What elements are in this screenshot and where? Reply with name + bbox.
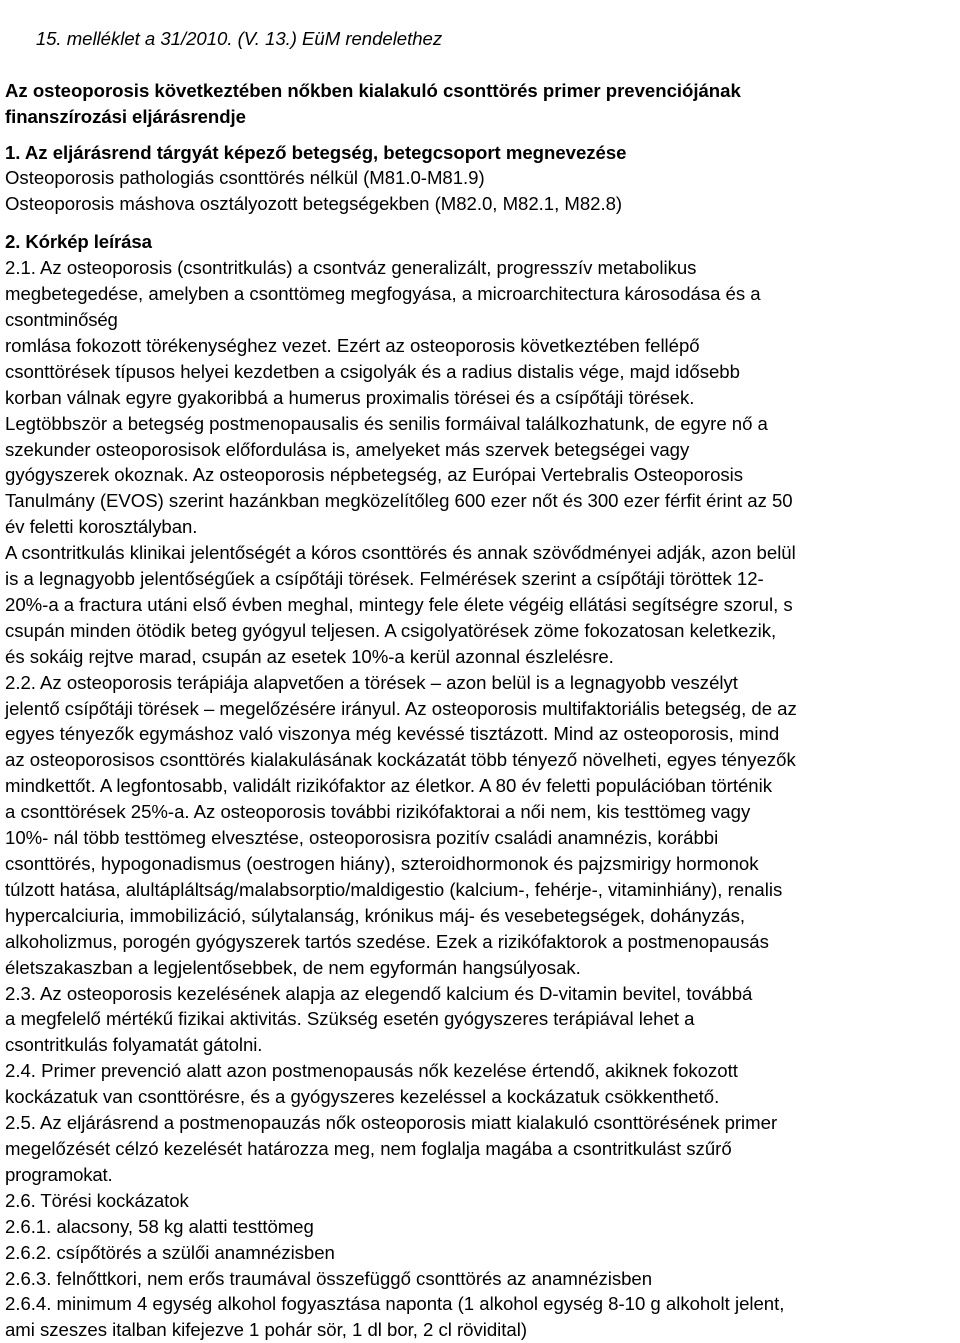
section-2-line: 20%-a a fractura utáni első évben meghal, mintegy fele élete végéig ellátási segítségre szorul, s [5, 593, 793, 615]
section-2-line: kockázatuk van csonttörésre, és a gyógyszeres kezeléssel a kockázatuk csökkenthető. [5, 1086, 720, 1108]
section-2-line: Tanulmány (EVOS) szerint hazánkban megközelítőleg 600 ezer nőt és 300 ezer férfit érint az 50 [5, 490, 793, 512]
section-2-line: szekunder osteoporosisok előfordulása is, amelyeket más szervek betegségei vagy [5, 438, 690, 460]
section-2-line: a megfelelő mértékű fizikai aktivitás. Szükség esetén gyógyszeres terápiával lehet a [5, 1008, 695, 1030]
section-2-line: 2.4. Primer prevenció alatt azon postmenopausás nők kezelése értendő, akiknek fokozott [5, 1060, 738, 1082]
annex-reference-text: 15. melléklet a 31/2010. (V. 13.) EüM rendelethez [35, 27, 443, 49]
section-2-line: alkoholizmus, porogén gyógyszerek tartós szedése. Ezek a rizikófaktorok a postmenopausás [5, 930, 769, 952]
section-1-line: Osteoporosis pathologiás csonttörés nélkül (M81.0-M81.9) [5, 167, 485, 189]
section-2-line: a csonttörések 25%-a. Az osteoporosis további rizikófaktorai a női nem, kis testtömeg vagy [5, 801, 751, 823]
section-2-line: romlása fokozott törékenységhez vezet. Ezért az osteoporosis következtében fellépő [5, 334, 700, 356]
section-2-line: megbetegedése, amelyben a csonttömeg megfogyása, a microarchitectura károsodása és a [5, 283, 761, 305]
section-2-line: korban válnak egyre gyakoribbá a humerus proximalis törései és a csípőtáji törések. [5, 386, 695, 408]
section-2-line: 2.1. Az osteoporosis (csontritkulás) a csontváz generalizált, progresszív metabolikus [5, 257, 697, 279]
section-2-line: gyógyszerek okoznak. Az osteoporosis népbetegség, az Európai Vertebralis Osteoporosis [5, 464, 744, 486]
section-2-line: 2.3. Az osteoporosis kezelésének alapja az elegendő kalcium és D-vitamin bevitel, továbbá [5, 982, 753, 1004]
section-2-line: csupán minden ötödik beteg gyógyul teljesen. A csigolyatörések zöme fokozatosan keletkezik, [5, 619, 777, 641]
section-2-line: csontritkulás folyamatát gátolni. [5, 1034, 263, 1056]
document-header [5, 0, 957, 130]
section-2-line: életszakaszban a legjelentősebbek, de nem egyformán hangsúlyosak. [5, 956, 581, 978]
section-2-line: jelentő csípőtáji törések – megelőzésére irányul. Az osteoporosis multifaktoriális betegség, de az [5, 697, 797, 719]
section-2-line: hypercalciuria, immobilizáció, súlytalanság, krónikus máj- és vesebetegségek, dohányzás, [5, 904, 746, 926]
section-2-line: csontminőség [5, 308, 118, 330]
section-2-line: az osteoporosisos csonttörés kialakulásának kockázatát több tényező növelheti, egyes tényezők [5, 749, 796, 771]
section-2-line: 10%- nál több testtömeg elvesztése, osteoporosisra pozitív családi anamnézis, korábbi [5, 827, 719, 849]
section-2-line: 2.5. Az eljárásrend a postmenopauzás nők osteoporosis miatt kialakuló csonttörésének primer [5, 1112, 778, 1134]
section-2-line: programokat. [5, 1163, 113, 1185]
section-1-line: Osteoporosis máshova osztályozott betegségekben (M82.0, M82.1, M82.8) [5, 193, 623, 215]
annex-reference [5, 0, 957, 78]
section-2-line: csonttörések típusos helyei kezdetben a csigolyák és a radius distalis vége, majd idősebb [5, 360, 740, 382]
document-title-line: finanszírozási eljárásrendje [5, 105, 246, 127]
section-2-line: A csontritkulás klinikai jelentőségét a kóros csonttörés és annak szövődményei adják, azon belül [5, 542, 796, 564]
section-2-line: csonttörés, hypogonadismus (oestrogen hiány), szteroidhormonok és pajzsmirigy hormonok [5, 853, 759, 874]
section-2-line: 2.6.2. csípőtörés a szülői anamnézisben [5, 1241, 335, 1263]
section-2-line: 2.6. Törési kockázatok [5, 1189, 189, 1211]
section-2-line: 2.2. Az osteoporosis terápiája alapvetően a törések – azon belül is a legnagyobb veszélyt [5, 671, 738, 693]
section-2-line: Legtöbbször a betegség postmenopausalis és senilis formáival találkozhatunk, de egyre nő a [5, 412, 768, 434]
section-2-line: mindkettőt. A legfontosabb, validált rizikófaktor az életkor. A 80 év feletti populációban történik [5, 775, 773, 797]
section-2 [5, 229, 957, 1343]
section-2-line: év feletti korosztályban. [5, 516, 198, 538]
document-title-line: Az osteoporosis következtében nőkben kialakuló csonttörés primer prevenciójának [5, 79, 741, 101]
section-2-heading: 2. Kórkép leírása [5, 231, 152, 253]
section-2-line: és sokáig rejtve marad, csupán az esetek 10%-a kerül azonnal észlelésre. [5, 645, 614, 667]
section-2-line: is a legnagyobb jelentőségűek a csípőtáji törések. Felmérések szerint a csípőtáji töröttek 12- [5, 568, 764, 590]
section-2-line: 2.6.3. felnőttkori, nem erős traumával összefüggő csonttörés az anamnézisben [5, 1267, 653, 1289]
document-page [5, 0, 957, 1343]
section-1 [5, 140, 957, 218]
section-2-line: egyes tényezők egymáshoz való viszonya még kevéssé tisztázott. Mind az osteoporosis, mind [5, 723, 780, 745]
section-2-line: 2.6.4. minimum 4 egység alkohol fogyasztása naponta (1 alkohol egység 8-10 g alkoholt jelent, [5, 1293, 785, 1315]
section-2-line: ami szeszes italban kifejezve 1 pohár sör, 1 dl bor, 2 cl rövidital) [5, 1319, 527, 1341]
section-2-line: 2.6.1. alacsony, 58 kg alatti testtömeg [5, 1215, 314, 1237]
section-1-heading: 1. Az eljárásrend tárgyát képező betegség, betegcsoport megnevezése [5, 141, 627, 163]
section-2-line: megelőzését célzó kezelését határozza meg, nem foglalja magába a csontritkulást szűrő [5, 1137, 732, 1159]
section-2-line: túlzott hatása, alultápláltság/malabsorptio/maldigestio (kalcium-, fehérje-, vitaminhiány), renalis [5, 878, 783, 900]
